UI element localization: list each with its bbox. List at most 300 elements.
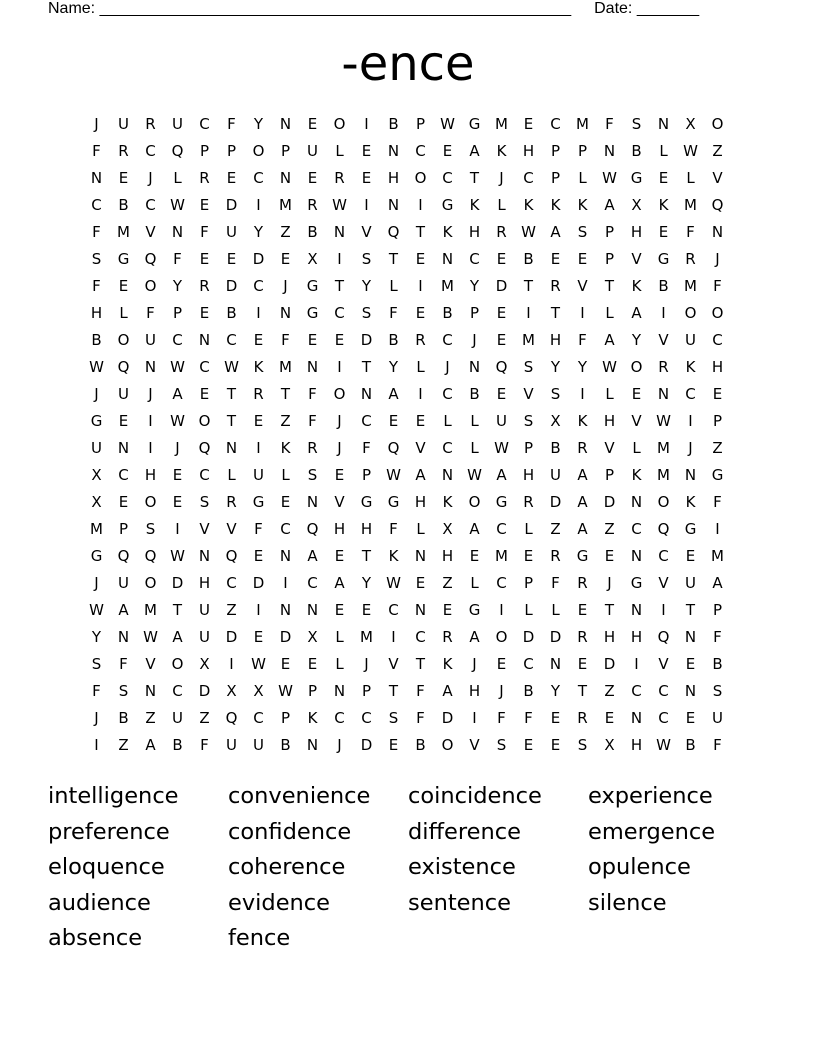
grid-letter: C: [658, 709, 669, 727]
grid-letter: S: [577, 736, 588, 754]
grid-letter: B: [280, 736, 291, 754]
grid-letter: E: [496, 655, 507, 673]
grid-letter: F: [92, 142, 101, 160]
word-list-item: coherence: [228, 854, 346, 881]
grid-letter: F: [119, 655, 128, 673]
grid-letter: F: [416, 709, 425, 727]
grid-letter: N: [198, 547, 211, 565]
grid-letter: Q: [144, 547, 157, 565]
grid-letter: B: [388, 331, 399, 349]
grid-letter: C: [442, 169, 453, 187]
grid-letter: E: [415, 412, 426, 430]
word-list-item: sentence: [408, 889, 511, 916]
grid-letter: P: [469, 304, 480, 322]
grid-letter: U: [712, 709, 723, 727]
grid-letter: O: [252, 142, 265, 160]
grid-letter: F: [92, 682, 101, 700]
grid-letter: Z: [442, 574, 453, 592]
grid-letter: M: [684, 277, 697, 295]
grid-letter: R: [145, 115, 156, 133]
grid-letter: X: [91, 493, 102, 511]
grid-letter: C: [496, 520, 507, 538]
grid-letter: F: [713, 628, 722, 646]
grid-letter: T: [280, 385, 291, 403]
grid-letter: C: [253, 709, 264, 727]
grid-letter: Y: [361, 277, 372, 295]
grid-letter: C: [172, 331, 183, 349]
grid-letter: T: [226, 385, 237, 403]
grid-letter: Y: [172, 277, 183, 295]
grid-letter: O: [684, 304, 697, 322]
grid-letter: M: [495, 115, 508, 133]
grid-letter: H: [144, 466, 157, 484]
grid-letter: M: [441, 277, 454, 295]
grid-letter: Y: [253, 223, 264, 241]
grid-letter: N: [657, 385, 670, 403]
grid-letter: N: [144, 358, 157, 376]
grid-letter: I: [634, 655, 639, 673]
grid-letter: K: [685, 493, 696, 511]
grid-letter: Q: [225, 709, 238, 727]
grid-letter: M: [657, 466, 670, 484]
grid-letter: B: [388, 115, 399, 133]
grid-letter: E: [388, 412, 399, 430]
grid-letter: L: [470, 574, 479, 592]
grid-letter: F: [524, 709, 533, 727]
grid-letter: Y: [253, 115, 264, 133]
grid-letter: P: [226, 142, 237, 160]
grid-letter: O: [495, 628, 508, 646]
grid-letter: T: [550, 304, 561, 322]
grid-letter: W: [602, 358, 617, 376]
grid-letter: I: [94, 736, 99, 754]
grid-letter: D: [522, 628, 535, 646]
grid-letter: C: [145, 142, 156, 160]
grid-letter: P: [415, 115, 426, 133]
grid-letter: L: [524, 601, 533, 619]
grid-letter: E: [442, 601, 453, 619]
grid-letter: V: [658, 574, 669, 592]
grid-letter: H: [630, 736, 643, 754]
grid-letter: R: [334, 169, 345, 187]
grid-letter: H: [603, 628, 616, 646]
grid-letter: F: [713, 277, 722, 295]
grid-letter: L: [281, 466, 290, 484]
grid-letter: T: [604, 601, 615, 619]
grid-letter: V: [145, 655, 156, 673]
grid-letter: K: [442, 493, 453, 511]
grid-letter: J: [445, 358, 450, 376]
grid-letter: S: [145, 520, 156, 538]
grid-letter: E: [361, 169, 372, 187]
grid-letter: V: [415, 439, 426, 457]
grid-letter: Q: [144, 250, 157, 268]
grid-letter: C: [361, 412, 372, 430]
grid-letter: S: [91, 655, 102, 673]
word-list-item: emergence: [588, 818, 716, 845]
grid-letter: C: [442, 439, 453, 457]
grid-letter: V: [658, 655, 669, 673]
grid-letter: B: [415, 736, 426, 754]
grid-letter: K: [496, 142, 507, 160]
grid-letter: W: [386, 574, 401, 592]
grid-letter: E: [388, 736, 399, 754]
word-list-item: fence: [228, 925, 291, 952]
grid-letter: A: [415, 466, 426, 484]
grid-letter: A: [550, 223, 561, 241]
grid-letter: P: [523, 574, 534, 592]
grid-letter: T: [415, 655, 426, 673]
grid-letter: E: [685, 547, 696, 565]
grid-letter: E: [280, 655, 291, 673]
grid-letter: N: [117, 439, 130, 457]
grid-letter: D: [495, 277, 508, 295]
grid-letter: K: [658, 196, 669, 214]
grid-letter: S: [91, 250, 102, 268]
grid-letter: R: [550, 547, 561, 565]
grid-letter: E: [307, 169, 318, 187]
grid-letter: A: [604, 196, 615, 214]
grid-letter: K: [280, 439, 291, 457]
word-list-item: absence: [48, 925, 143, 952]
grid-letter: E: [118, 277, 129, 295]
grid-letter: M: [684, 196, 697, 214]
grid-letter: E: [604, 709, 615, 727]
grid-letter: Q: [387, 439, 400, 457]
grid-letter: K: [631, 277, 642, 295]
grid-letter: V: [199, 520, 210, 538]
grid-letter: Z: [604, 520, 615, 538]
grid-letter: S: [523, 412, 534, 430]
grid-letter: W: [521, 223, 536, 241]
grid-letter: Y: [388, 358, 399, 376]
grid-letter: U: [550, 466, 561, 484]
grid-letter: D: [360, 736, 373, 754]
grid-letter: P: [280, 142, 291, 160]
grid-letter: O: [711, 115, 724, 133]
grid-letter: L: [605, 304, 614, 322]
grid-letter: H: [522, 142, 535, 160]
grid-letter: A: [307, 547, 318, 565]
grid-letter: M: [90, 520, 103, 538]
grid-letter: F: [281, 331, 290, 349]
grid-letter: C: [523, 655, 534, 673]
date-label: Date:: [594, 0, 633, 17]
grid-letter: W: [494, 439, 509, 457]
grid-letter: B: [442, 304, 453, 322]
grid-letter: N: [117, 628, 130, 646]
grid-letter: N: [441, 466, 454, 484]
grid-letter: N: [684, 628, 697, 646]
grid-letter: R: [199, 169, 210, 187]
grid-letter: U: [496, 412, 507, 430]
grid-letter: F: [308, 412, 317, 430]
grid-letter: O: [117, 331, 130, 349]
grid-letter: N: [630, 547, 643, 565]
header-fields: [48, 0, 699, 20]
grid-letter: Z: [712, 439, 723, 457]
grid-letter: X: [91, 466, 102, 484]
grid-letter: P: [604, 250, 615, 268]
grid-letter: E: [523, 547, 534, 565]
grid-letter: N: [360, 385, 373, 403]
grid-letter: C: [523, 169, 534, 187]
grid-letter: E: [334, 547, 345, 565]
grid-letter: W: [467, 466, 482, 484]
grid-letter: V: [523, 385, 534, 403]
grid-letter: H: [549, 331, 562, 349]
grid-letter: R: [577, 709, 588, 727]
grid-letter: T: [361, 358, 372, 376]
grid-letter: H: [522, 466, 535, 484]
grid-letter: P: [118, 520, 129, 538]
grid-letter: E: [550, 736, 561, 754]
grid-letter: H: [603, 412, 616, 430]
grid-letter: O: [711, 304, 724, 322]
grid-letter: I: [472, 709, 477, 727]
word-list-item: eloquence: [48, 854, 165, 881]
grid-letter: Z: [550, 520, 561, 538]
grid-letter: L: [524, 520, 533, 538]
grid-letter: E: [469, 547, 480, 565]
grid-letter: S: [550, 385, 561, 403]
grid-letter: E: [307, 331, 318, 349]
grid-letter: D: [225, 628, 238, 646]
word-list-item: existence: [408, 854, 516, 881]
grid-letter: G: [630, 574, 643, 592]
grid-letter: G: [306, 277, 319, 295]
grid-letter: L: [335, 628, 344, 646]
grid-letter: S: [388, 709, 399, 727]
grid-letter: N: [684, 682, 697, 700]
grid-letter: U: [145, 331, 156, 349]
grid-letter: N: [306, 736, 319, 754]
grid-letter: O: [144, 574, 157, 592]
grid-letter: A: [172, 385, 183, 403]
grid-letter: P: [199, 142, 210, 160]
grid-letter: N: [279, 169, 292, 187]
grid-letter: J: [364, 655, 369, 673]
grid-letter: U: [685, 331, 696, 349]
grid-letter: V: [388, 655, 399, 673]
grid-letter: S: [496, 736, 507, 754]
grid-letter: Y: [91, 628, 102, 646]
word-list-item: experience: [588, 783, 713, 809]
grid-letter: E: [334, 601, 345, 619]
grid-letter: B: [685, 736, 696, 754]
grid-letter: E: [496, 331, 507, 349]
grid-letter: B: [118, 709, 129, 727]
grid-letter: D: [171, 574, 184, 592]
grid-letter: P: [577, 142, 588, 160]
grid-letter: V: [604, 439, 615, 457]
grid-letter: G: [90, 547, 103, 565]
grid-letter: Q: [117, 358, 130, 376]
grid-letter: I: [661, 304, 666, 322]
grid-letter: X: [685, 115, 696, 133]
grid-letter: L: [686, 169, 695, 187]
grid-letter: S: [523, 358, 534, 376]
grid-letter: B: [226, 304, 237, 322]
grid-letter: A: [604, 331, 615, 349]
word-search-grid: [83, 111, 743, 759]
grid-letter: E: [415, 574, 426, 592]
grid-letter: E: [199, 196, 210, 214]
grid-letter: N: [414, 547, 427, 565]
grid-letter: C: [280, 520, 291, 538]
grid-letter: K: [550, 196, 561, 214]
grid-letter: I: [418, 196, 423, 214]
grid-letter: G: [306, 304, 319, 322]
grid-letter: H: [711, 358, 724, 376]
grid-letter: L: [227, 466, 236, 484]
grid-letter: O: [414, 169, 427, 187]
grid-letter: R: [577, 439, 588, 457]
grid-letter: X: [307, 628, 318, 646]
grid-letter: C: [253, 277, 264, 295]
grid-letter: V: [631, 412, 642, 430]
grid-letter: K: [523, 196, 534, 214]
grid-letter: X: [604, 736, 615, 754]
grid-letter: A: [712, 574, 723, 592]
grid-letter: G: [657, 250, 670, 268]
grid-letter: M: [117, 223, 130, 241]
grid-letter: T: [226, 412, 237, 430]
grid-letter: U: [172, 115, 183, 133]
grid-letter: N: [279, 547, 292, 565]
grid-letter: T: [172, 601, 183, 619]
word-list-item: opulence: [588, 854, 691, 881]
grid-letter: T: [577, 682, 588, 700]
grid-letter: C: [307, 574, 318, 592]
grid-letter: Y: [631, 331, 642, 349]
grid-letter: M: [279, 196, 292, 214]
word-list-item: evidence: [228, 889, 331, 916]
grid-letter: I: [391, 628, 396, 646]
grid-letter: X: [550, 412, 561, 430]
date-field-blank[interactable]: _______: [636, 0, 700, 17]
grid-letter: F: [92, 223, 101, 241]
grid-letter: R: [550, 277, 561, 295]
grid-letter: J: [94, 709, 99, 727]
grid-letter: R: [685, 250, 696, 268]
grid-letter: C: [415, 628, 426, 646]
grid-letter: R: [307, 439, 318, 457]
grid-letter: L: [470, 412, 479, 430]
grid-letter: S: [361, 304, 372, 322]
grid-letter: U: [118, 385, 129, 403]
grid-letter: E: [712, 385, 723, 403]
grid-letter: M: [360, 628, 373, 646]
grid-letter: G: [495, 493, 508, 511]
grid-letter: S: [199, 493, 210, 511]
grid-letter: P: [361, 466, 372, 484]
grid-letter: E: [550, 250, 561, 268]
grid-letter: D: [549, 628, 562, 646]
grid-letter: E: [496, 304, 507, 322]
grid-letter: V: [712, 169, 723, 187]
grid-letter: J: [94, 115, 99, 133]
grid-letter: F: [605, 115, 614, 133]
grid-letter: X: [631, 196, 642, 214]
grid-letter: R: [199, 277, 210, 295]
grid-letter: E: [415, 304, 426, 322]
name-field-blank[interactable]: _____________________________________________________: [99, 0, 572, 17]
grid-letter: B: [523, 250, 534, 268]
grid-letter: P: [550, 169, 561, 187]
grid-letter: K: [307, 709, 318, 727]
grid-letter: C: [253, 169, 264, 187]
grid-letter: N: [333, 682, 346, 700]
grid-letter: N: [279, 115, 292, 133]
grid-letter: G: [387, 493, 400, 511]
grid-letter: F: [389, 304, 398, 322]
grid-letter: D: [252, 250, 265, 268]
grid-letter: O: [198, 412, 211, 430]
grid-letter: N: [630, 709, 643, 727]
grid-letter: G: [468, 115, 481, 133]
grid-letter: E: [118, 493, 129, 511]
grid-letter: S: [118, 682, 129, 700]
grid-letter: B: [172, 736, 183, 754]
grid-letter: C: [469, 250, 480, 268]
grid-letter: R: [523, 493, 534, 511]
grid-letter: X: [253, 682, 264, 700]
grid-letter: V: [361, 223, 372, 241]
grid-letter: U: [118, 115, 129, 133]
grid-letter: B: [712, 655, 723, 673]
grid-letter: P: [604, 223, 615, 241]
grid-letter: F: [389, 520, 398, 538]
grid-letter: M: [576, 115, 589, 133]
grid-letter: E: [199, 250, 210, 268]
grid-letter: R: [307, 196, 318, 214]
grid-letter: J: [337, 412, 342, 430]
grid-letter: O: [468, 493, 481, 511]
grid-letter: S: [307, 466, 318, 484]
grid-letter: W: [278, 682, 293, 700]
grid-letter: E: [280, 493, 291, 511]
grid-letter: W: [170, 547, 185, 565]
grid-letter: V: [334, 493, 345, 511]
grid-letter: N: [441, 250, 454, 268]
grid-letter: G: [117, 250, 130, 268]
grid-letter: W: [170, 358, 185, 376]
grid-letter: Q: [387, 223, 400, 241]
grid-letter: N: [414, 601, 427, 619]
grid-letter: J: [283, 277, 288, 295]
grid-letter: G: [630, 169, 643, 187]
grid-letter: C: [631, 682, 642, 700]
grid-letter: W: [440, 115, 455, 133]
grid-letter: R: [577, 574, 588, 592]
grid-letter: S: [361, 250, 372, 268]
grid-letter: K: [388, 547, 399, 565]
grid-letter: D: [360, 331, 373, 349]
grid-letter: J: [148, 385, 153, 403]
grid-letter: E: [685, 709, 696, 727]
grid-letter: F: [173, 250, 182, 268]
grid-letter: L: [443, 412, 452, 430]
grid-letter: Y: [550, 682, 561, 700]
grid-letter: E: [415, 250, 426, 268]
grid-letter: N: [279, 304, 292, 322]
grid-letter: R: [442, 628, 453, 646]
grid-letter: U: [253, 466, 264, 484]
grid-letter: L: [605, 385, 614, 403]
grid-letter: E: [226, 169, 237, 187]
grid-letter: E: [199, 385, 210, 403]
